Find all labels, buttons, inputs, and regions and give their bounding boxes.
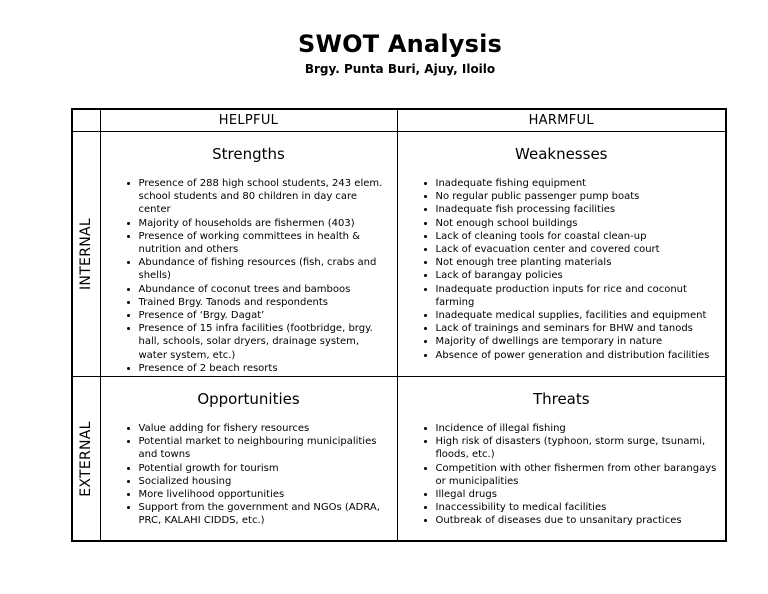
- list-item: • Competition with other fishermen from other barangays or municipalities: [436, 462, 720, 488]
- list-item: • Lack of cleaning tools for coastal clean-up: [436, 230, 720, 243]
- list-item: • Majority of households are fishermen (403): [139, 217, 391, 230]
- row-header-external-label: EXTERNAL: [78, 420, 95, 497]
- strengths-quadrant: [100, 132, 397, 377]
- column-header-helpful: HELPFUL: [100, 109, 397, 132]
- swot-table: [71, 108, 727, 542]
- list-item: • Majority of dwellings are temporary in nature: [436, 335, 720, 348]
- list-item: • Presence of 2 beach resorts: [139, 362, 391, 375]
- list-item: • Presence of 288 high school students, 243 elem. school students and 80 children in day care center: [139, 177, 391, 217]
- document-title: SWOT Analysis: [297, 30, 502, 58]
- list-item: • Potential growth for tourism: [139, 462, 391, 475]
- list-item: • Illegal drugs: [436, 488, 720, 501]
- strengths-list: [101, 177, 397, 375]
- list-item: • Inadequate fish processing facilities: [436, 203, 720, 216]
- list-item: • Lack of evacuation center and covered court: [436, 243, 720, 256]
- row-header-external: [72, 377, 100, 542]
- strengths-title: Strengths: [212, 145, 285, 163]
- list-item: • Inadequate fishing equipment: [436, 177, 720, 190]
- list-item: • No regular public passenger pump boats: [436, 190, 720, 203]
- list-item: • Value adding for fishery resources: [139, 422, 391, 435]
- threats-quadrant: [397, 377, 726, 542]
- weaknesses-title: Weaknesses: [515, 145, 608, 163]
- row-header-internal: [72, 132, 100, 377]
- list-item: • More livelihood opportunities: [139, 488, 391, 501]
- list-item: • Outbreak of diseases due to unsanitary practices: [436, 514, 720, 527]
- weaknesses-quadrant: [397, 132, 726, 377]
- opportunities-quadrant: [100, 377, 397, 542]
- list-item: • Presence of 15 infra facilities (footbridge, brgy. hall, schools, solar dryers, drainage system, water system, etc.): [139, 322, 391, 362]
- list-item: • Presence of working committees in health & nutrition and others: [139, 230, 391, 256]
- list-item: • Inaccessibility to medical facilities: [436, 501, 720, 514]
- list-item: • Abundance of coconut trees and bamboos: [139, 283, 391, 296]
- threats-list: [398, 422, 726, 528]
- list-item: • Not enough school buildings: [436, 217, 720, 230]
- list-item: • Lack of trainings and seminars for BHW and tanods: [436, 322, 720, 335]
- weaknesses-list: [398, 177, 726, 362]
- corner-cell: [72, 109, 100, 132]
- list-item: • Not enough tree planting materials: [436, 256, 720, 269]
- list-item: • Trained Brgy. Tanods and respondents: [139, 296, 391, 309]
- list-item: • Incidence of illegal fishing: [436, 422, 720, 435]
- document-subtitle: Brgy. Punta Buri, Ajuy, Iloilo: [304, 62, 496, 76]
- list-item: • Socialized housing: [139, 475, 391, 488]
- opportunities-title: Opportunities: [197, 390, 300, 408]
- list-item: • Lack of barangay policies: [436, 269, 720, 282]
- list-item: • Support from the government and NGOs (ADRA, PRC, KALAHI CIDDS, etc.): [139, 501, 391, 527]
- list-item: • Inadequate production inputs for rice and coconut farming: [436, 283, 720, 309]
- threats-title: Threats: [532, 390, 590, 408]
- opportunities-list: [101, 422, 397, 528]
- list-item: • High risk of disasters (typhoon, storm surge, tsunami, floods, etc.): [436, 435, 720, 461]
- list-item: • Inadequate medical supplies, facilities and equipment: [436, 309, 720, 322]
- list-item: • Presence of ‘Brgy. Dagat’: [139, 309, 391, 322]
- row-header-internal-label: INTERNAL: [78, 218, 95, 290]
- list-item: • Abundance of fishing resources (fish, crabs and shells): [139, 256, 391, 282]
- list-item: • Potential market to neighbouring municipalities and towns: [139, 435, 391, 461]
- list-item: • Absence of power generation and distribution facilities: [436, 349, 720, 362]
- column-header-harmful: HARMFUL: [397, 109, 726, 132]
